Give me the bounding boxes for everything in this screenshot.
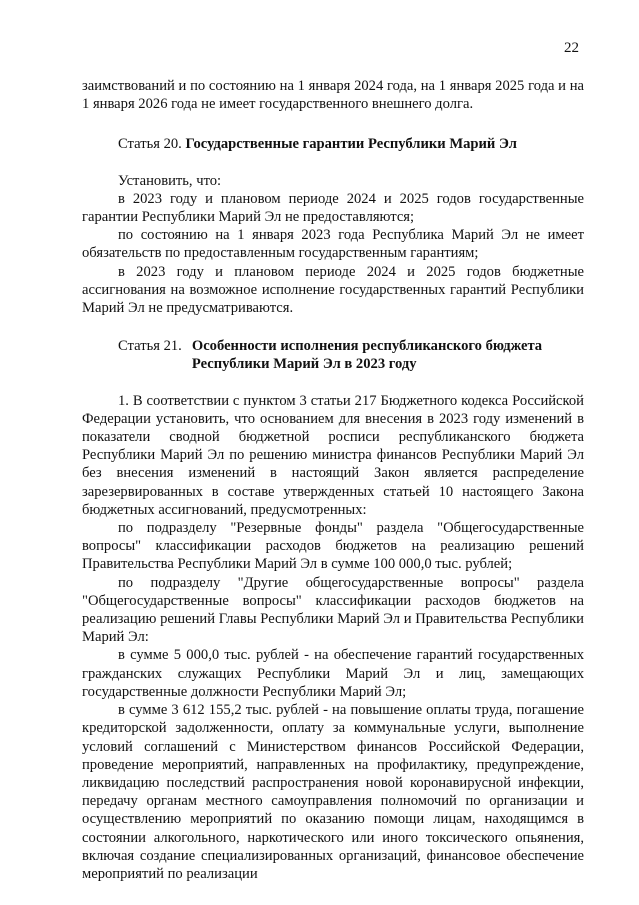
article-21-paragraph: по подразделу "Другие общегосударственные вопросы" раздела "Общегосударственные вопросы" классификации расходов бюджетов на реализацию решений Главы Республики Марий Эл и Правительства Республики Марий Эл:: [82, 574, 584, 646]
document-body: [82, 77, 584, 883]
page-number: 22: [564, 40, 579, 56]
article-20-label: Статья 20.: [118, 136, 182, 153]
article-21-heading: [82, 337, 584, 373]
article-20-title: Государственные гарантии Республики Марий Эл: [185, 136, 517, 153]
article-20-paragraph: Установить, что:: [118, 172, 222, 189]
article-21-label: Статья 21.: [118, 338, 182, 355]
article-20-paragraph: в 2023 году и плановом периоде 2024 и 2025 годов государственные гарантии Республики Марий Эл не предоставляются;: [82, 190, 584, 226]
article-21-title: [192, 337, 542, 373]
article-21-title-line-1: Особенности исполнения республиканского бюджета: [191, 338, 543, 355]
article-21-paragraph: по подразделу "Резервные фонды" раздела "Общегосударственные вопросы" классификации расходов бюджетов на реализацию решений Правительства Республики Марий Эл в сумме 100 000,0 тыс. рублей;: [82, 520, 584, 573]
article-20-paragraph: в 2023 году и плановом периоде 2024 и 2025 годов бюджетные ассигнования на возможное исполнение государственных гарантий Республики Марий Эл не предусматриваются.: [82, 263, 584, 317]
article-21-paragraph: 1. В соответствии с пунктом 3 статьи 217 Бюджетного кодекса Российской Федерации установить, что основанием для внесения в 2023 году изменений в показатели сводной бюджетной росписи республиканского бюджета Республики Марий Эл по решению министра финансов Республики Марий Эл без внесения изменений в настоящий Закон является распределение зарезервированных в составе утвержденных статьей 10 настоящего Закона бюджетных ассигнований, предусмотренных:: [82, 392, 584, 518]
article-20-paragraph: по состоянию на 1 января 2023 года Республика Марий Эл не имеет обязательств по предоставленным государственным гарантиям;: [82, 227, 584, 262]
article-21-paragraph: в сумме 5 000,0 тыс. рублей - на обеспечение гарантий государственных гражданских служащих Республики Марий Эл и лиц, замещающих государственные должности Республики Марий Эл;: [82, 647, 584, 700]
article-21-title-line-2: Республики Марий Эл в 2023 году: [191, 356, 417, 373]
article-20-heading: [82, 135, 584, 153]
article-21-paragraph: в сумме 3 612 155,2 тыс. рублей - на повышение оплаты труда, погашение кредиторской задолженности, оплату за коммунальные услуги, выполнение условий соглашений с Министерством финансов Российской Федерации, проведение мероприятий, направленных на профилактику, предупреждение, ликвидацию последствий распространения новой коронавирусной инфекции, передачу органам местного самоуправления полномочий по организации и осуществлению мероприятий по оказанию помощи лицам, находящимся в состоянии алкогольного, наркотического или иного токсического опьянения, включая создание специализированных организаций, финансовое обеспечение мероприятий по реализации: [82, 702, 584, 882]
intro-paragraph: заимствований и по состоянию на 1 января 2024 года, на 1 января 2025 года и на 1 января 2026 года не имеет государственного внешнего долга.: [82, 78, 584, 113]
